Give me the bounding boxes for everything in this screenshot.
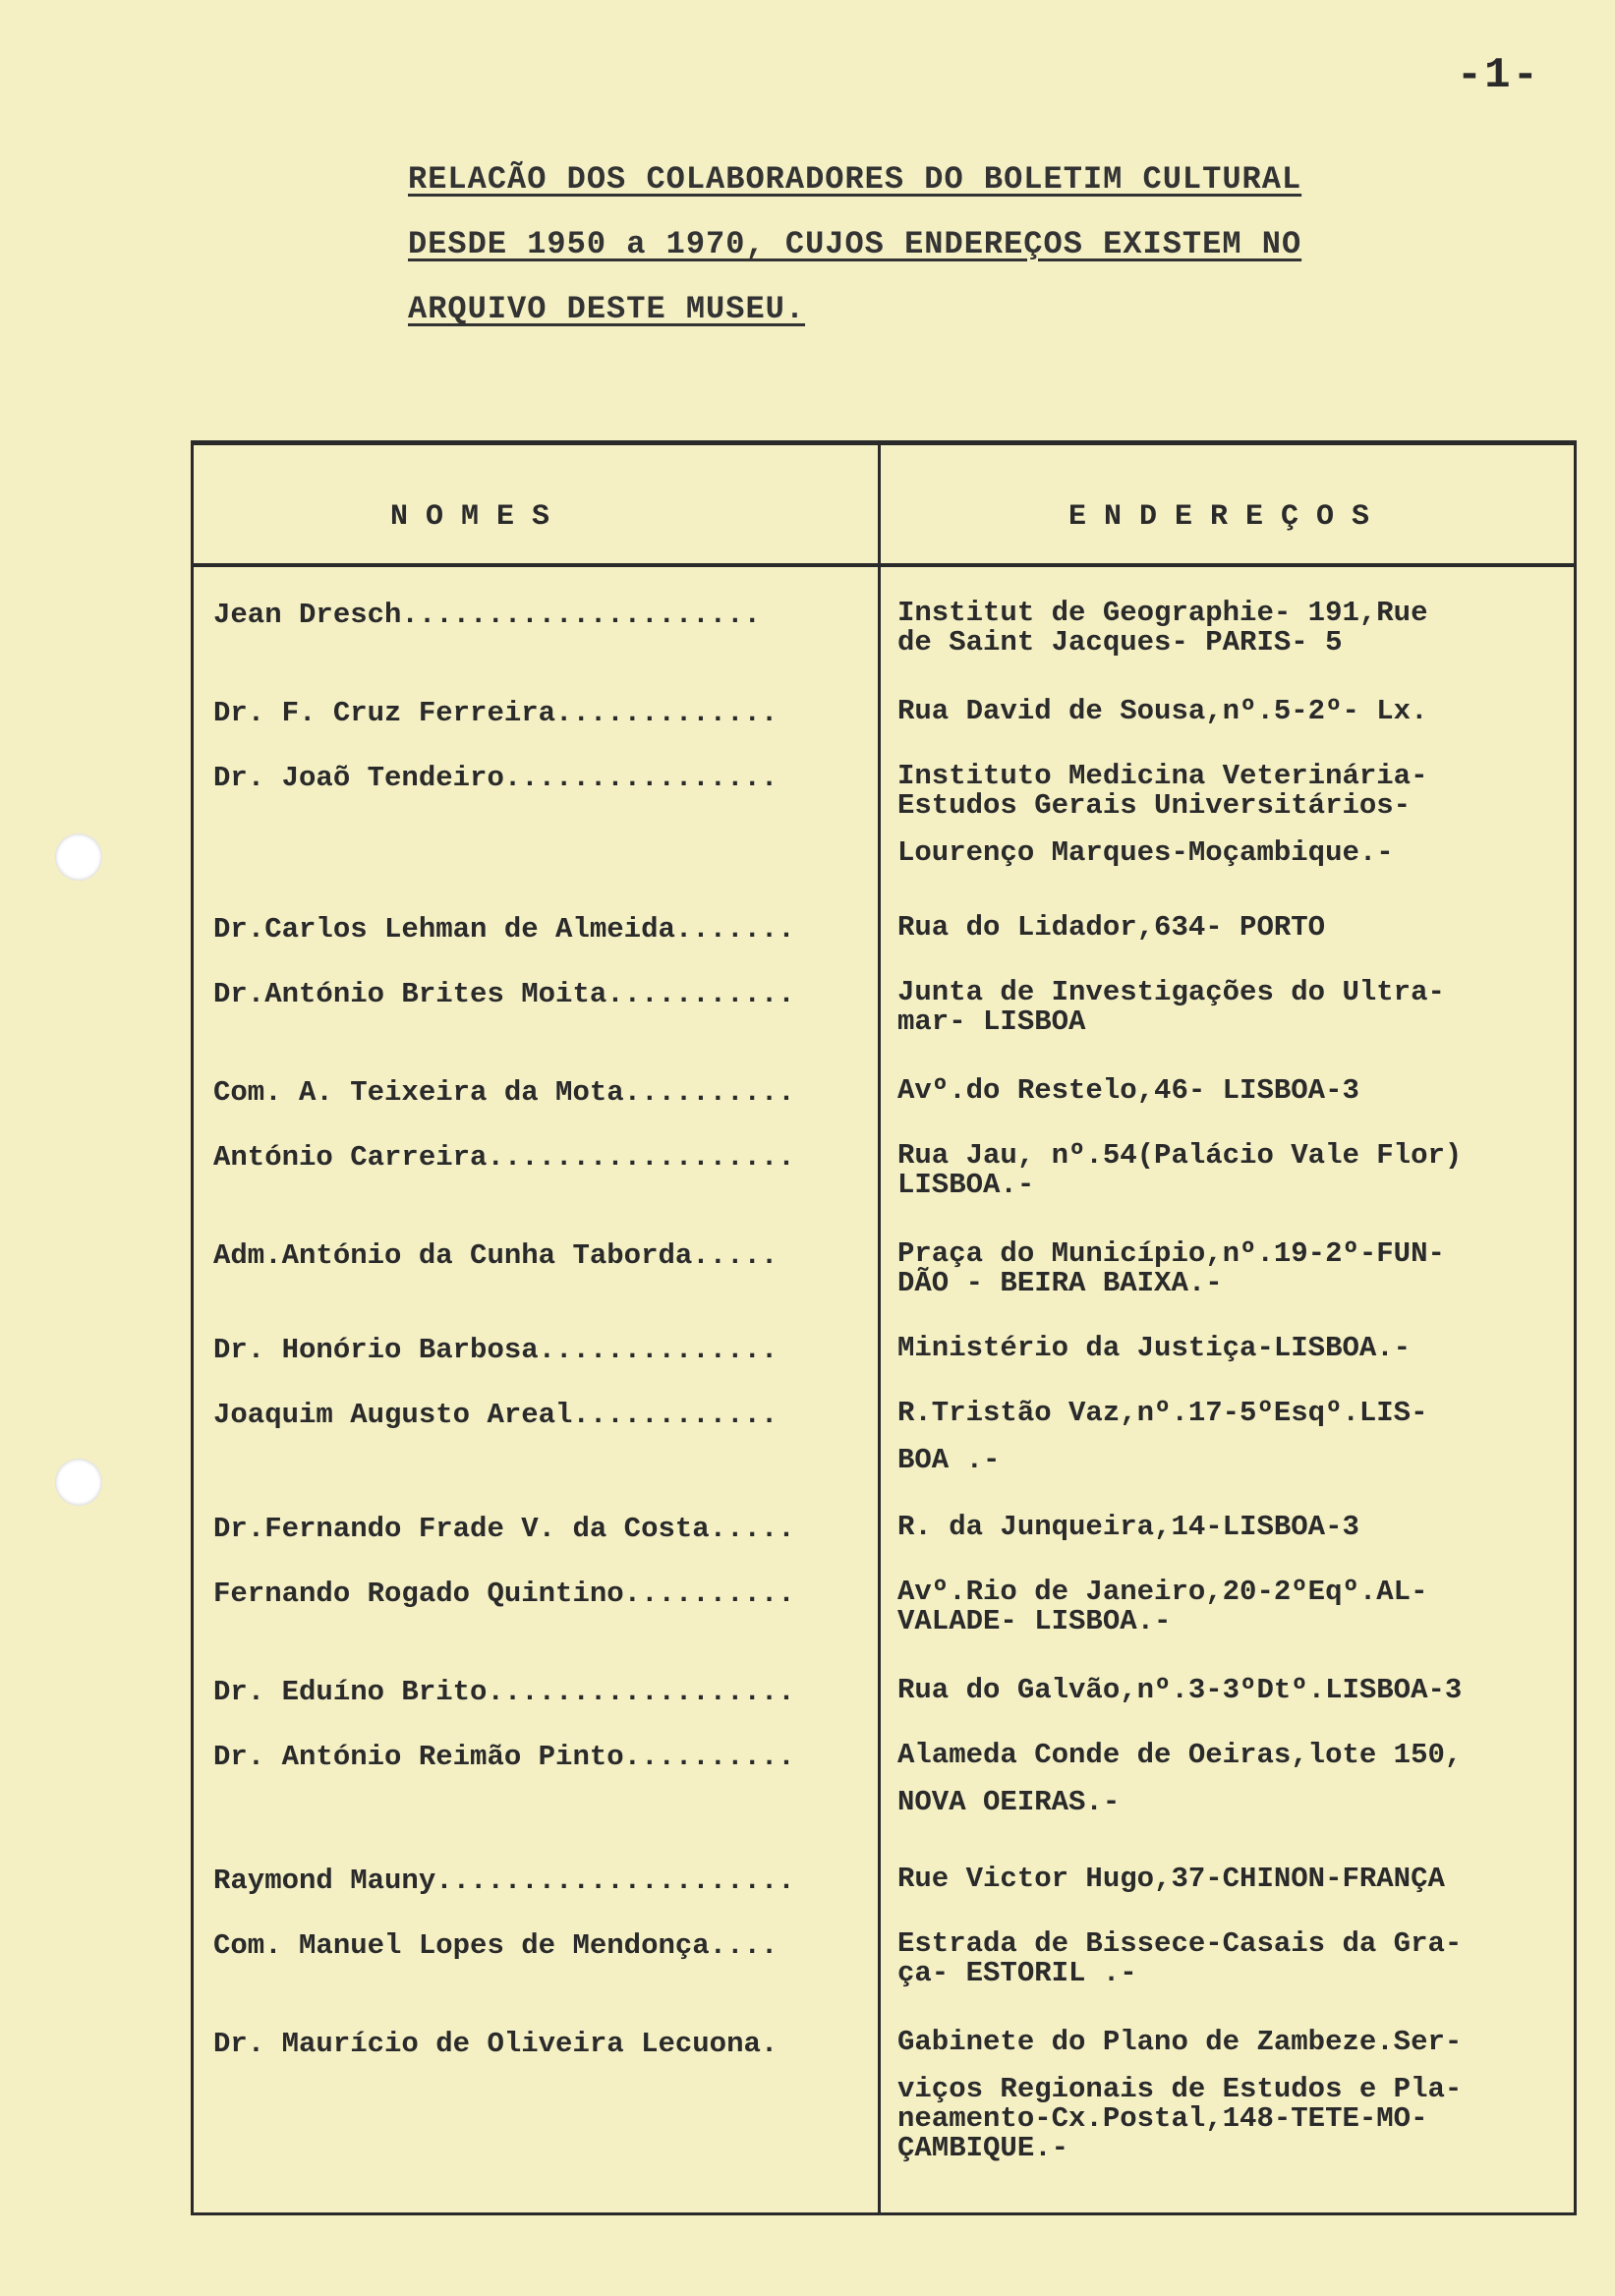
page-number: -1- — [1456, 51, 1540, 100]
address-line: VALADE- LISBOA.- — [897, 1605, 1172, 1637]
title-line-1: RELACÃO DOS COLABORADORES DO BOLETIM CULTURAL — [408, 161, 1302, 198]
contributors-table — [191, 440, 1577, 2215]
contributor-name: Dr. F. Cruz Ferreira............. — [213, 697, 779, 729]
contributor-name: Dr. Eduíno Brito.................. — [213, 1676, 795, 1708]
address-line: R.Tristão Vaz,nº.17-5ºEsqº.LIS- — [897, 1397, 1428, 1429]
contributor-address — [897, 1865, 1566, 1894]
address-line: Institut de Geographie- 191,Rue — [897, 597, 1428, 629]
contributor-name: Dr. Joaõ Tendeiro................ — [213, 762, 779, 794]
address-line: Praça do Município,nº.19-2º-FUN- — [897, 1237, 1445, 1270]
contributor-name: Dr. Maurício de Oliveira Lecuona. — [213, 2028, 779, 2060]
address-line: neamento-Cx.Postal,148-TETE-MO- — [897, 2102, 1428, 2135]
address-line: de Saint Jacques- PARIS- 5 — [897, 626, 1343, 659]
contributor-name: Dr.António Brites Moita........... — [213, 978, 795, 1010]
address-line: Avº.Rio de Janeiro,20-2ºEqº.AL- — [897, 1576, 1428, 1608]
contributor-address — [897, 1141, 1566, 1200]
contributor-name: Dr. Honório Barbosa.............. — [213, 1334, 779, 1366]
contributor-name: Dr.Carlos Lehman de Almeida....... — [213, 913, 795, 946]
contributor-address — [897, 1334, 1566, 1363]
title-line-3: ARQUIVO DESTE MUSEU. — [408, 291, 806, 327]
address-line: BOA .- — [897, 1444, 1001, 1476]
address-line: Alameda Conde de Oeiras,lote 150, — [897, 1739, 1463, 1771]
contributor-name: Dr.Fernando Frade V. da Costa..... — [213, 1513, 795, 1545]
contributor-name: António Carreira.................. — [213, 1141, 795, 1174]
address-line: Avº.do Restelo,46- LISBOA-3 — [897, 1074, 1359, 1107]
address-line: ça- ESTORIL .- — [897, 1957, 1137, 1989]
address-line: Lourenço Marques-Moçambique.- — [897, 836, 1394, 869]
contributor-address — [897, 1578, 1566, 1636]
address-line: viços Regionais de Estudos e Pla- — [897, 2073, 1463, 2105]
contributor-name: Jean Dresch..................... — [213, 599, 761, 631]
address-line: Ministério da Justiça-LISBOA.- — [897, 1332, 1412, 1364]
punch-hole-bottom — [55, 1459, 102, 1506]
header-addresses: ENDEREÇOS — [1068, 500, 1388, 534]
title-line-2: DESDE 1950 a 1970, CUJOS ENDEREÇOS EXISTEM NO — [408, 226, 1302, 262]
address-line: Rua David de Sousa,nº.5-2º- Lx. — [897, 695, 1428, 727]
contributor-name: Raymond Mauny..................... — [213, 1865, 795, 1897]
column-divider — [878, 445, 881, 2212]
address-line: NOVA OEIRAS.- — [897, 1786, 1121, 1818]
address-line: R. da Junqueira,14-LISBOA-3 — [897, 1511, 1359, 1543]
contributor-address — [897, 1076, 1566, 1106]
contributor-name: Joaquim Augusto Areal............ — [213, 1399, 779, 1431]
address-line: mar- LISBOA — [897, 1005, 1086, 1038]
punch-hole-top — [55, 833, 102, 881]
address-line: LISBOA.- — [897, 1169, 1035, 1201]
contributor-address — [897, 1513, 1566, 1542]
contributor-address — [897, 1741, 1566, 1817]
document-title — [408, 147, 1301, 342]
address-line: Estudos Gerais Universitários- — [897, 789, 1412, 822]
contributor-name: Dr. António Reimão Pinto.......... — [213, 1741, 795, 1773]
contributor-address — [897, 978, 1566, 1037]
address-line: Rua Jau, nº.54(Palácio Vale Flor) — [897, 1139, 1463, 1172]
address-line: Rue Victor Hugo,37-CHINON-FRANÇA — [897, 1863, 1445, 1895]
contributor-address — [897, 1676, 1566, 1705]
contributor-name: Adm.António da Cunha Taborda..... — [213, 1239, 779, 1272]
address-line: Estrada de Bissece-Casais da Gra- — [897, 1927, 1463, 1960]
address-line: ÇAMBIQUE.- — [897, 2132, 1069, 2164]
contributor-address — [897, 2028, 1566, 2163]
address-line: Gabinete do Plano de Zambeze.Ser- — [897, 2026, 1463, 2058]
contributor-name: Com. A. Teixeira da Mota.......... — [213, 1076, 795, 1109]
address-line: Rua do Galvão,nº.3-3ºDtº.LISBOA-3 — [897, 1674, 1463, 1706]
contributor-address — [897, 913, 1566, 943]
contributor-name: Com. Manuel Lopes de Mendonça.... — [213, 1929, 779, 1962]
address-line: Rua do Lidador,634- PORTO — [897, 911, 1326, 944]
contributor-address — [897, 762, 1566, 868]
address-line: Instituto Medicina Veterinária- — [897, 760, 1428, 792]
header-names: NOMES — [390, 500, 568, 534]
contributor-address — [897, 1929, 1566, 1988]
contributor-address — [897, 1399, 1566, 1475]
contributor-address — [897, 599, 1566, 658]
contributor-name: Fernando Rogado Quintino.......... — [213, 1578, 795, 1610]
contributor-address — [897, 697, 1566, 726]
header-rule — [194, 563, 1574, 567]
contributor-address — [897, 1239, 1566, 1298]
address-line: Junta de Investigações do Ultra- — [897, 976, 1445, 1008]
address-line: DÃO - BEIRA BAIXA.- — [897, 1267, 1223, 1299]
